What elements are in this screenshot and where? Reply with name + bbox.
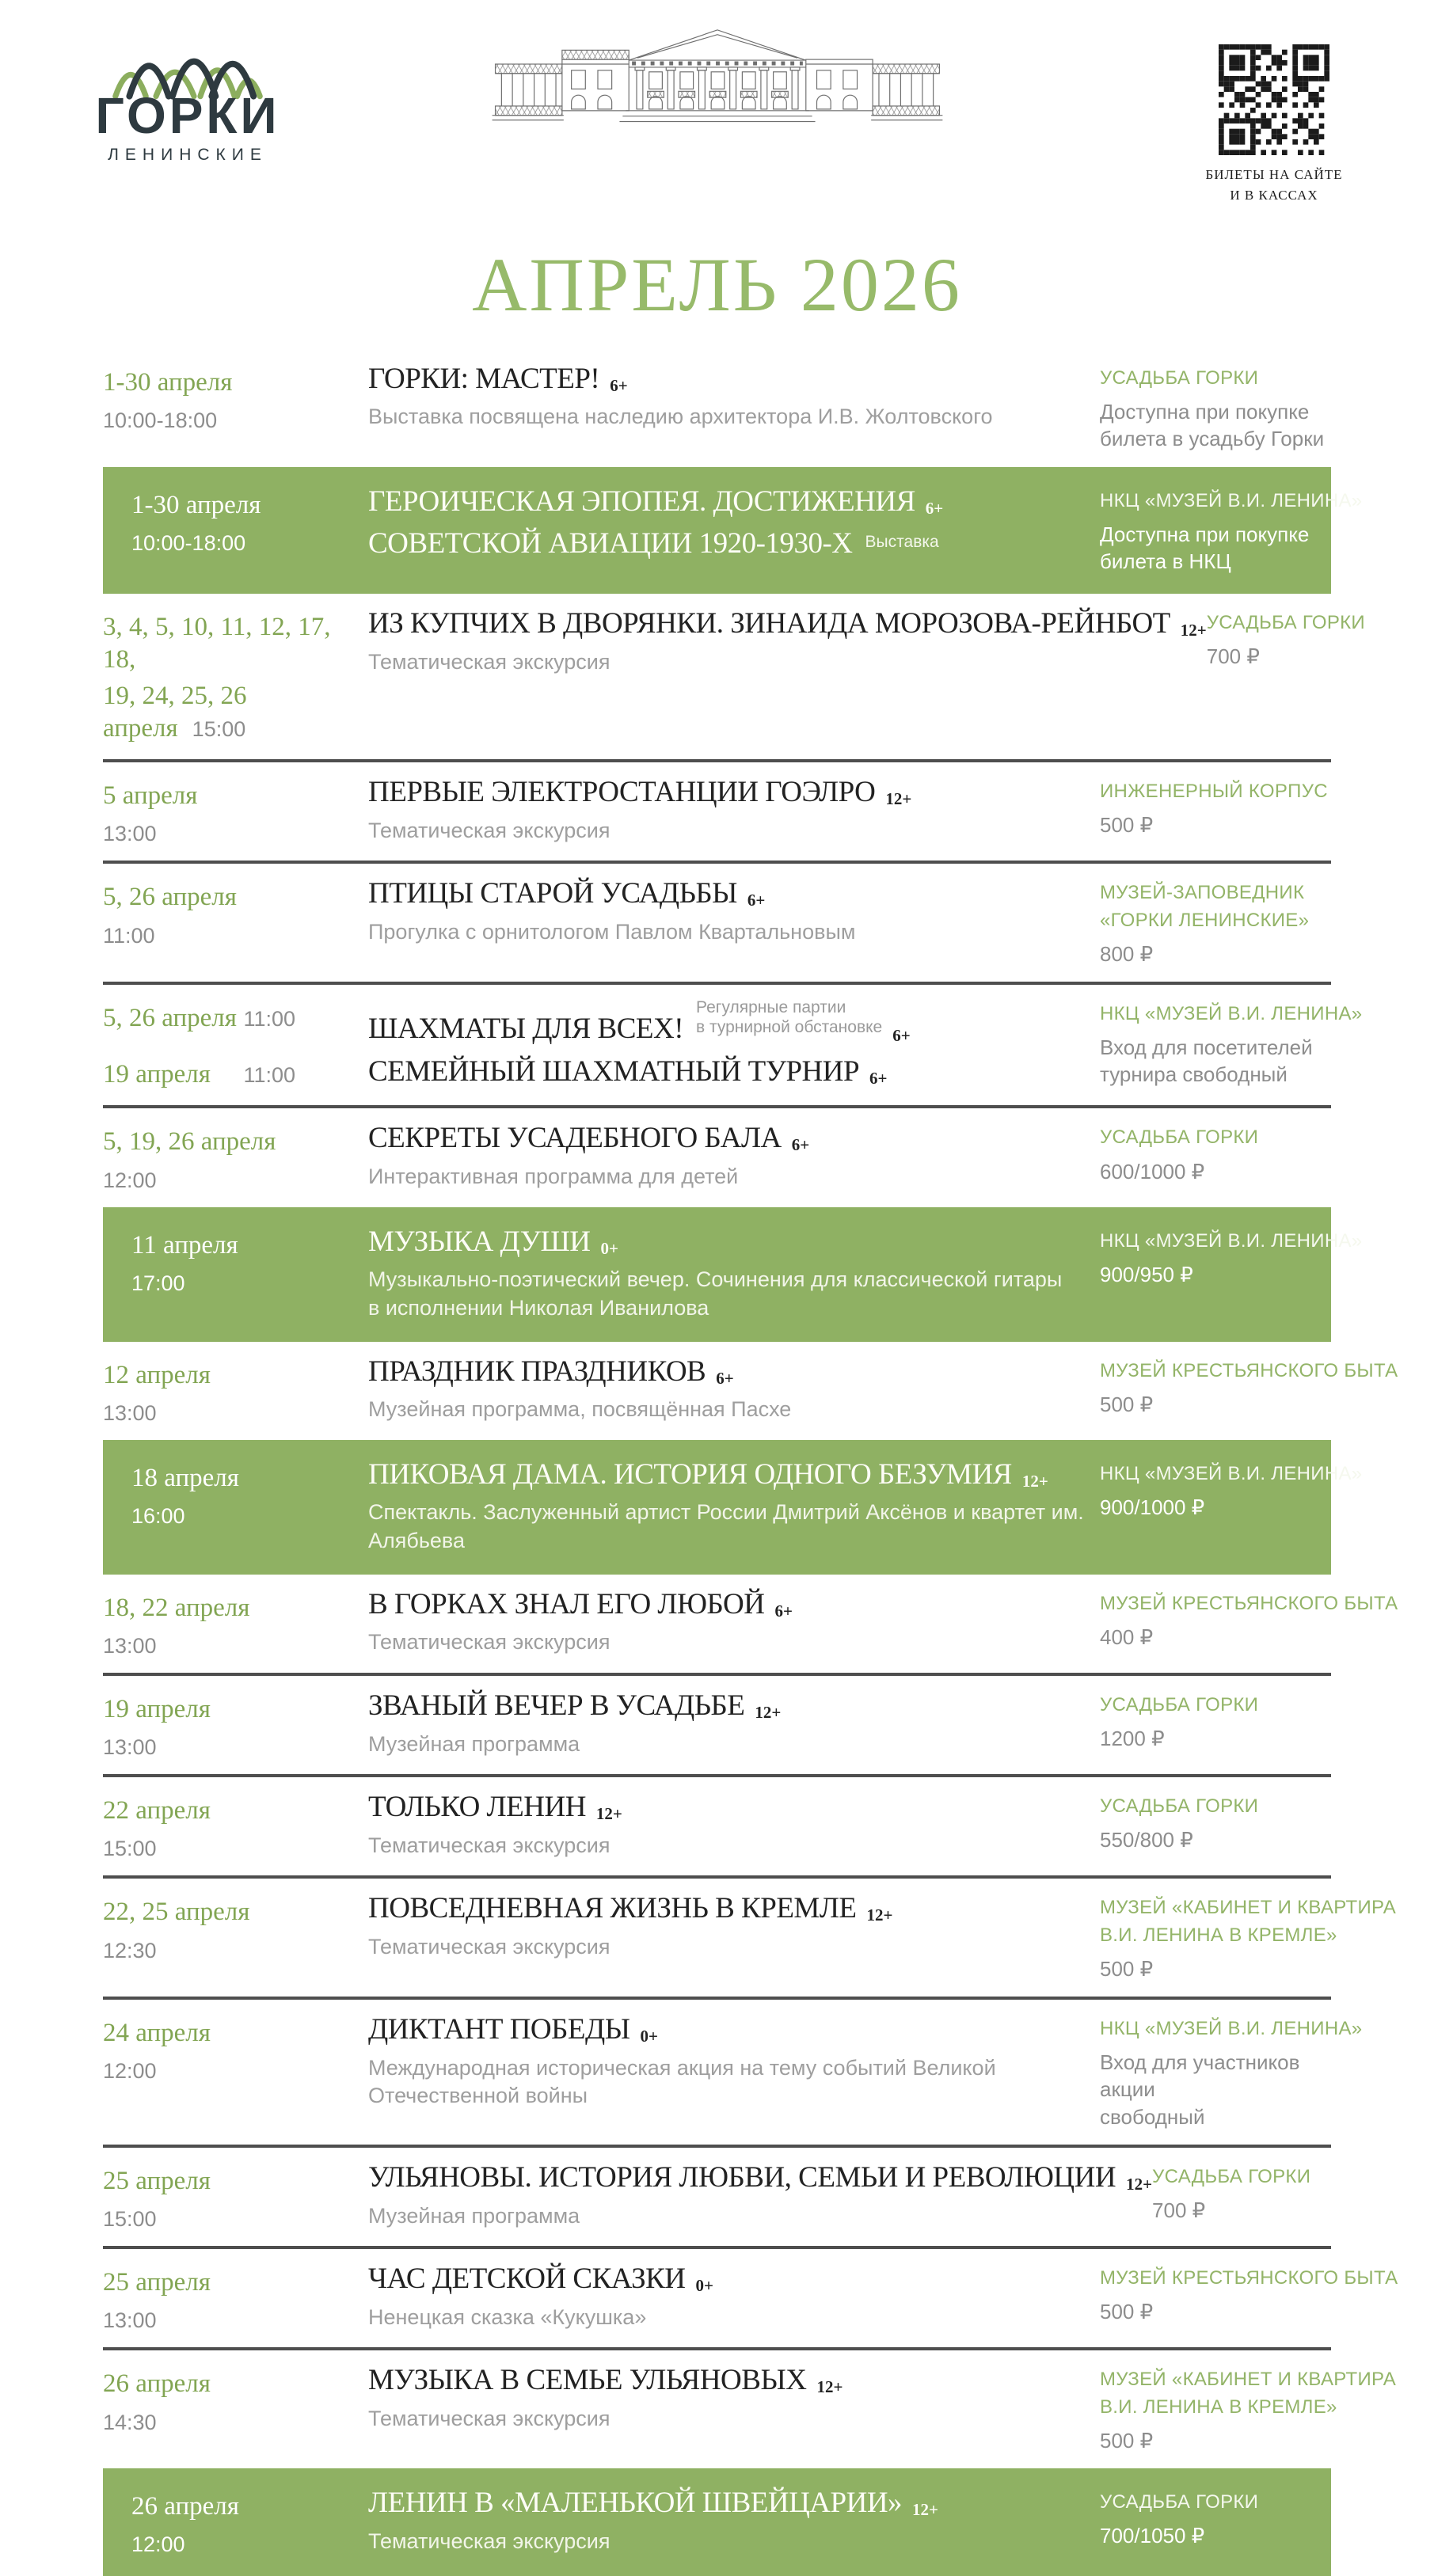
- event-time: 11:00: [103, 923, 155, 948]
- event-time: 13:00: [103, 1735, 157, 1760]
- events-list: [103, 349, 1398, 2576]
- event-title-line: [368, 2262, 1100, 2297]
- event-row: [103, 2148, 1331, 2246]
- event-row: [103, 985, 1363, 1106]
- event-time: 15:00: [103, 2207, 157, 2232]
- event-main: [368, 484, 1100, 561]
- event-date: 19, 24, 25, 26 апреля: [103, 681, 247, 743]
- event-dates: [103, 1587, 368, 1658]
- event-time: 13:00: [103, 2308, 157, 2333]
- event-title: ШАХМАТЫ ДЛЯ ВСЕХ!: [368, 1013, 684, 1046]
- age-rating-badge: 12+: [595, 1804, 622, 1824]
- date-entry: [131, 1462, 368, 1529]
- qr-caption: [1195, 165, 1353, 205]
- event-row: [103, 2468, 1331, 2576]
- gorki-logo: [65, 25, 310, 165]
- event-venue: [1100, 876, 1331, 967]
- event-time: 12:00: [103, 2059, 157, 2084]
- event-title: ЗВАНЫЙ ВЕЧЕР В УСАДЬБЕ: [368, 1689, 745, 1722]
- qr-caption-line2: И В КАССАХ: [1230, 187, 1318, 203]
- date-entry: [103, 2266, 368, 2333]
- venue-price-details: 700 ₽: [1206, 644, 1260, 669]
- venue-name: ИНЖЕНЕРНЫЙ КОРПУС: [1100, 781, 1328, 803]
- age-rating-badge: 12+: [912, 2499, 939, 2519]
- event-time: 12:00: [103, 1168, 157, 1192]
- age-rating-badge: 6+: [869, 1068, 888, 1088]
- event-title-line: [368, 2363, 1100, 2398]
- qr-caption-line1: БИЛЕТЫ НА САЙТЕ: [1205, 167, 1343, 182]
- event-date: 5, 19, 26 апреля: [103, 1127, 276, 1157]
- event-dates: [103, 1891, 368, 1962]
- event-subtitle: Музейная программа: [368, 1731, 580, 1756]
- age-rating-badge: 6+: [791, 1135, 810, 1155]
- venue-price-details: 400 ₽: [1100, 1624, 1154, 1649]
- event-subtitle: Спектакль. Заслуженный артист России Дмитрий Аксёнов и квартет им. Алябьева: [368, 1500, 1084, 1553]
- event-date: 12 апреля: [103, 1360, 211, 1389]
- event-row: [103, 1879, 1397, 1996]
- venue-name: УСАДЬБА ГОРКИ: [1100, 1795, 1259, 1818]
- event-venue: [1100, 1121, 1331, 1184]
- event-title: СЕМЕЙНЫЙ ШАХМАТНЫЙ ТУРНИР: [368, 1054, 860, 1088]
- venue-price-details: 800 ₽: [1100, 941, 1154, 966]
- event-dates: [103, 362, 368, 433]
- event-date: 19 апреля: [103, 1060, 211, 1089]
- poster-header: [95, 21, 1343, 218]
- date-entry: [103, 1126, 368, 1192]
- event-time: 17:00: [131, 1271, 185, 1295]
- event-note: Выставка: [865, 533, 939, 552]
- event-title-line: [368, 606, 1207, 641]
- estate-building-illustration: [440, 24, 995, 144]
- event-time: 15:00: [192, 716, 246, 741]
- event-venue: [1100, 1587, 1398, 1651]
- age-rating-badge: 6+: [774, 1601, 793, 1620]
- event-row: [103, 762, 1331, 861]
- venue-name: НКЦ «МУЗЕЙ В.И. ЛЕНИНА»: [1100, 1462, 1363, 1484]
- event-main: [368, 1790, 1100, 1860]
- event-title-line: [368, 2012, 1100, 2047]
- date-entry: [103, 1795, 368, 1861]
- event-title-line: [368, 1689, 1100, 1723]
- event-title-line: [368, 2486, 1100, 2521]
- event-venue: [1100, 362, 1331, 453]
- event-venue: [1100, 2363, 1397, 2453]
- event-venue: [1100, 1457, 1363, 1521]
- event-time: 12:00: [131, 2532, 185, 2557]
- event-title: СЕКРЕТЫ УСАДЕБНОГО БАЛА: [368, 1122, 782, 1155]
- event-subtitle: Тематическая экскурсия: [368, 818, 610, 842]
- event-title: УЛЬЯНОВЫ. ИСТОРИЯ ЛЮБВИ, СЕМЬИ И РЕВОЛЮЦИИ: [368, 2160, 1116, 2194]
- date-entry: [103, 780, 368, 846]
- event-subtitle: Музыкально-поэтический вечер. Сочинения для классической гитары в исполнении Николая Иванилова: [368, 1267, 1063, 1320]
- event-title-line: [368, 2160, 1152, 2195]
- event-title-line: [368, 1225, 1100, 1260]
- event-title: ИЗ КУПЧИХ В ДВОРЯНКИ. ЗИНАИДА МОРОЗОВА-РЕЙНБОТ: [368, 607, 1170, 640]
- venue-name: МУЗЕЙ КРЕСТЬЯНСКОГО БЫТА: [1100, 2267, 1398, 2289]
- venue-price-details: 1200 ₽: [1100, 1727, 1165, 1751]
- event-main: [368, 1457, 1100, 1556]
- age-rating-badge: 6+: [610, 375, 628, 395]
- event-venue: [1100, 997, 1363, 1089]
- age-rating-badge: 12+: [885, 789, 912, 809]
- venue-name: МУЗЕЙ КРЕСТЬЯНСКОГО БЫТА: [1100, 1359, 1398, 1381]
- venue-price-details: 500 ₽: [1100, 1392, 1154, 1416]
- event-date: 22, 25 апреля: [103, 1898, 250, 1927]
- event-subtitle: Интерактивная программа для детей: [368, 1165, 739, 1189]
- event-dates: [131, 1457, 368, 1529]
- venue-price-details: 600/1000 ₽: [1100, 1159, 1205, 1184]
- event-dates: [131, 1225, 368, 1296]
- event-venue: [1100, 1790, 1331, 1853]
- event-row: [103, 1777, 1331, 1875]
- event-date: 11 апреля: [131, 1230, 238, 1260]
- event-main: [368, 2262, 1100, 2331]
- age-rating-badge: 12+: [1021, 1471, 1048, 1491]
- event-dates: [103, 997, 368, 1092]
- event-time: 11:00: [243, 1006, 295, 1031]
- event-subtitle: Музейная программа, посвящённая Пасхе: [368, 1397, 792, 1422]
- event-dates: [131, 484, 368, 556]
- event-dates: [103, 876, 368, 948]
- event-title-line: [368, 1457, 1100, 1492]
- event-title-line: [368, 1354, 1100, 1389]
- event-title: ГОРКИ: МАСТЕР!: [368, 362, 600, 395]
- date-entry: [103, 1002, 368, 1035]
- event-subtitle: Музейная программа: [368, 2203, 580, 2228]
- age-rating-badge: 12+: [816, 2377, 843, 2397]
- event-title-line: [368, 1054, 1100, 1089]
- event-date: 5, 26 апреля: [103, 883, 237, 912]
- age-rating-badge: 12+: [1126, 2174, 1153, 2194]
- event-time: 15:00: [103, 1837, 157, 1861]
- event-dates: [103, 2012, 368, 2084]
- event-venue: [1100, 1225, 1363, 1288]
- event-dates: [103, 1121, 368, 1192]
- event-venue: [1100, 2012, 1363, 2130]
- event-venue: [1207, 606, 1434, 670]
- event-main: [368, 1121, 1100, 1191]
- event-main: [368, 2012, 1100, 2111]
- event-row: [103, 594, 1365, 759]
- event-title-line: [368, 484, 1100, 519]
- event-date: 18, 22 апреля: [103, 1593, 250, 1622]
- age-rating-badge: 6+: [892, 1026, 911, 1046]
- event-row: [103, 1108, 1331, 1206]
- event-subtitle: Тематическая экскурсия: [368, 1833, 610, 1857]
- logo-title: ГОРКИ: [95, 87, 280, 144]
- event-row: [103, 349, 1331, 467]
- venue-price-details: Доступна при покупке билета в усадьбу Горки: [1100, 399, 1325, 451]
- age-rating-badge: 12+: [755, 1702, 782, 1722]
- venue-price-details: 550/800 ₽: [1100, 1828, 1193, 1852]
- event-title-line: [368, 1891, 1100, 1926]
- event-row: [103, 2249, 1398, 2347]
- event-main: [368, 2486, 1100, 2555]
- event-main: [368, 362, 1100, 431]
- event-subtitle: Выставка посвящена наследию архитектора И.В. Жолтовского: [368, 405, 993, 429]
- event-venue: [1152, 2160, 1383, 2224]
- event-date: 19 апреля: [103, 1694, 211, 1723]
- venue-price-details: Вход для посетителей турнира свободный: [1100, 1035, 1313, 1087]
- event-subtitle: Прогулка с орнитологом Павлом Квартальновым: [368, 920, 856, 944]
- event-subtitle: Тематическая экскурсия: [368, 2529, 610, 2553]
- event-date: 18 апреля: [131, 1463, 239, 1492]
- venue-price-details: 500 ₽: [1100, 2428, 1154, 2453]
- event-date: 22 апреля: [103, 1796, 211, 1826]
- event-time: 10:00-18:00: [103, 408, 218, 433]
- date-entry: [103, 881, 368, 948]
- date-entry: [103, 1693, 368, 1760]
- event-time: 13:00: [103, 1633, 157, 1658]
- event-dates: [103, 1790, 368, 1861]
- age-rating-badge: 6+: [925, 498, 944, 518]
- date-entry: [103, 367, 368, 433]
- venue-price-details: Доступна при покупке билета в НКЦ: [1100, 522, 1310, 573]
- venue-name: МУЗЕЙ-ЗАПОВЕДНИК «ГОРКИ ЛЕНИНСКИЕ»: [1100, 882, 1310, 931]
- venue-price-details: 500 ₽: [1100, 2300, 1154, 2324]
- event-date: 26 апреля: [131, 2491, 239, 2521]
- event-title: ЛЕНИН В «МАЛЕНЬКОЙ ШВЕЙЦАРИИ»: [368, 2486, 903, 2519]
- event-dates: [103, 1354, 368, 1426]
- venue-name: НКЦ «МУЗЕЙ В.И. ЛЕНИНА»: [1100, 489, 1363, 511]
- date-entry: [103, 2017, 368, 2084]
- event-main: [368, 2363, 1100, 2433]
- event-date: 5, 26 апреля: [103, 1003, 237, 1032]
- event-venue: [1100, 484, 1363, 576]
- event-title-line: [368, 997, 1100, 1047]
- event-time: 13:00: [103, 822, 157, 846]
- venue-name: УСАДЬБА ГОРКИ: [1100, 1693, 1259, 1715]
- event-time: 10:00-18:00: [131, 530, 246, 555]
- age-rating-badge: 6+: [716, 1368, 734, 1388]
- event-dates: [103, 2160, 368, 2232]
- event-title: ДИКТАНТ ПОБЕДЫ: [368, 2012, 630, 2046]
- date-entry: [103, 1058, 368, 1091]
- event-time: 13:00: [103, 1400, 157, 1425]
- event-subtitle: Тематическая экскурсия: [368, 649, 610, 674]
- event-title: ПРАЗДНИК ПРАЗДНИКОВ: [368, 1354, 706, 1388]
- venue-name: НКЦ «МУЗЕЙ В.И. ЛЕНИНА»: [1100, 2017, 1363, 2039]
- event-row: [103, 864, 1331, 981]
- event-title-line: [368, 876, 1100, 911]
- event-time: 14:30: [103, 2410, 157, 2434]
- event-main: [368, 1225, 1100, 1323]
- date-entry: [103, 2368, 368, 2434]
- venue-price-details: 900/1000 ₽: [1100, 1495, 1205, 1519]
- event-dates: [103, 606, 368, 745]
- venue-price-details: 500 ₽: [1100, 813, 1154, 838]
- date-entry: [103, 1896, 368, 1962]
- age-rating-badge: 6+: [747, 891, 766, 910]
- event-date: 1-30 апреля: [103, 367, 233, 397]
- qr-code: [1219, 44, 1329, 155]
- event-main: [368, 1891, 1100, 1961]
- event-title: ГЕРОИЧЕСКАЯ ЭПОПЕЯ. ДОСТИЖЕНИЯ: [368, 484, 915, 518]
- event-dates: [103, 775, 368, 846]
- date-entry: [131, 1229, 368, 1296]
- venue-price-details: Вход для участников акции свободный: [1100, 2050, 1300, 2129]
- event-venue: [1100, 2262, 1398, 2325]
- event-date: 24 апреля: [103, 2018, 211, 2047]
- venue-price-details: 500 ₽: [1100, 1956, 1154, 1981]
- event-date: 1-30 апреля: [131, 490, 261, 519]
- event-venue: [1100, 2486, 1331, 2549]
- event-main: [368, 1689, 1100, 1758]
- event-main: [368, 775, 1100, 845]
- venue-name: УСАДЬБА ГОРКИ: [1100, 367, 1259, 389]
- event-date: 3, 4, 5, 10, 11, 12, 17, 18,: [103, 613, 331, 674]
- venue-price-details: 700/1050 ₽: [1100, 2524, 1205, 2548]
- event-time: 11:00: [243, 1063, 295, 1088]
- event-title: В ГОРКАХ ЗНАЛ ЕГО ЛЮБОЙ: [368, 1587, 765, 1620]
- event-dates: [103, 1689, 368, 1760]
- event-row: [103, 1440, 1363, 1575]
- date-entry: [103, 2165, 368, 2232]
- event-time: 16:00: [131, 1504, 185, 1529]
- event-main: [368, 997, 1100, 1089]
- event-dates: [103, 2262, 368, 2333]
- event-title-line: [368, 1121, 1100, 1156]
- event-subtitle: Тематическая экскурсия: [368, 1630, 610, 1655]
- age-rating-badge: 12+: [866, 1905, 893, 1925]
- event-row: [103, 1676, 1331, 1774]
- event-main: [368, 1587, 1100, 1657]
- event-row: [103, 1342, 1398, 1440]
- venue-name: МУЗЕЙ «КАБИНЕТ И КВАРТИРА В.И. ЛЕНИНА В КРЕМЛЕ»: [1100, 1897, 1397, 1946]
- event-main: [368, 2160, 1152, 2230]
- venue-name: МУЗЕЙ КРЕСТЬЯНСКОГО БЫТА: [1100, 1592, 1398, 1614]
- event-title: МУЗЫКА В СЕМЬЕ УЛЬЯНОВЫХ: [368, 2364, 807, 2397]
- event-date: 25 апреля: [103, 2166, 211, 2195]
- event-row: [103, 1207, 1363, 1342]
- date-entry: [103, 611, 368, 677]
- event-title: ТОЛЬКО ЛЕНИН: [368, 1791, 586, 1824]
- event-title: СОВЕТСКОЙ АВИАЦИИ 1920-1930-Х: [368, 527, 853, 560]
- venue-price-details: 700 ₽: [1152, 2198, 1206, 2223]
- age-rating-badge: 0+: [640, 2026, 658, 2046]
- venue-name: МУЗЕЙ «КАБИНЕТ И КВАРТИРА В.И. ЛЕНИНА В КРЕМЛЕ»: [1100, 2369, 1397, 2418]
- event-row: [103, 1575, 1398, 1673]
- date-entry: [103, 1359, 368, 1426]
- event-title-line: [368, 362, 1100, 397]
- event-title: ПОВСЕДНЕВНАЯ ЖИЗНЬ В КРЕМЛЕ: [368, 1892, 857, 1925]
- event-subtitle: Тематическая экскурсия: [368, 2407, 610, 2431]
- event-main: [368, 876, 1100, 946]
- event-dates: [131, 2486, 368, 2557]
- event-venue: [1100, 1354, 1398, 1418]
- event-title-line: [368, 1790, 1100, 1825]
- age-rating-badge: 0+: [695, 2276, 713, 2296]
- event-title: ПТИЦЫ СТАРОЙ УСАДЬБЫ: [368, 877, 737, 910]
- event-title: ПИКОВАЯ ДАМА. ИСТОРИЯ ОДНОГО БЕЗУМИЯ: [368, 1457, 1012, 1491]
- event-venue: [1100, 1891, 1397, 1981]
- event-row: [103, 2000, 1363, 2145]
- event-subtitle: Тематическая экскурсия: [368, 1935, 610, 1959]
- age-rating-badge: 0+: [600, 1238, 618, 1258]
- ticket-qr-block: [1195, 44, 1353, 205]
- event-date: 26 апреля: [103, 2369, 211, 2399]
- event-date: 25 апреля: [103, 2268, 211, 2297]
- event-row: [103, 467, 1363, 595]
- event-title: МУЗЫКА ДУШИ: [368, 1225, 591, 1258]
- event-note: Регулярные партии в турнирной обстановке: [696, 997, 883, 1037]
- event-date: 5 апреля: [103, 781, 198, 811]
- logo-subtitle: ЛЕНИНСКИЕ: [108, 146, 268, 164]
- venue-name: НКЦ «МУЗЕЙ В.И. ЛЕНИНА»: [1100, 1002, 1363, 1024]
- venue-price-details: 900/950 ₽: [1100, 1262, 1193, 1286]
- event-title: ПЕРВЫЕ ЭЛЕКТРОСТАНЦИИ ГОЭЛРО: [368, 776, 876, 809]
- event-venue: [1100, 775, 1331, 838]
- event-venue: [1100, 1689, 1331, 1752]
- event-main: [368, 606, 1207, 676]
- event-subtitle: Ненецкая сказка «Кукушка»: [368, 2304, 647, 2329]
- date-entry: [131, 2491, 368, 2557]
- date-entry: [103, 680, 368, 746]
- venue-name: УСАДЬБА ГОРКИ: [1152, 2165, 1311, 2187]
- date-entry: [103, 1592, 368, 1658]
- venue-name: УСАДЬБА ГОРКИ: [1206, 612, 1365, 634]
- event-title: ЧАС ДЕТСКОЙ СКАЗКИ: [368, 2263, 686, 2296]
- event-title-line: [368, 526, 1100, 561]
- venue-name: УСАДЬБА ГОРКИ: [1100, 2491, 1259, 2513]
- date-entry: [131, 489, 368, 556]
- event-time: 12:30: [103, 1938, 157, 1962]
- event-dates: [103, 2363, 368, 2434]
- age-rating-badge: 12+: [1180, 621, 1207, 640]
- event-row: [103, 2350, 1397, 2468]
- event-title-line: [368, 775, 1100, 810]
- event-title-line: [368, 1587, 1100, 1622]
- page-title: АПРЕЛЬ 2026: [472, 242, 962, 327]
- venue-name: УСАДЬБА ГОРКИ: [1100, 1127, 1259, 1149]
- event-main: [368, 1354, 1100, 1424]
- event-subtitle: Международная историческая акция на тему событий Великой Отечественной войны: [368, 2055, 996, 2108]
- venue-name: НКЦ «МУЗЕЙ В.И. ЛЕНИНА»: [1100, 1229, 1363, 1252]
